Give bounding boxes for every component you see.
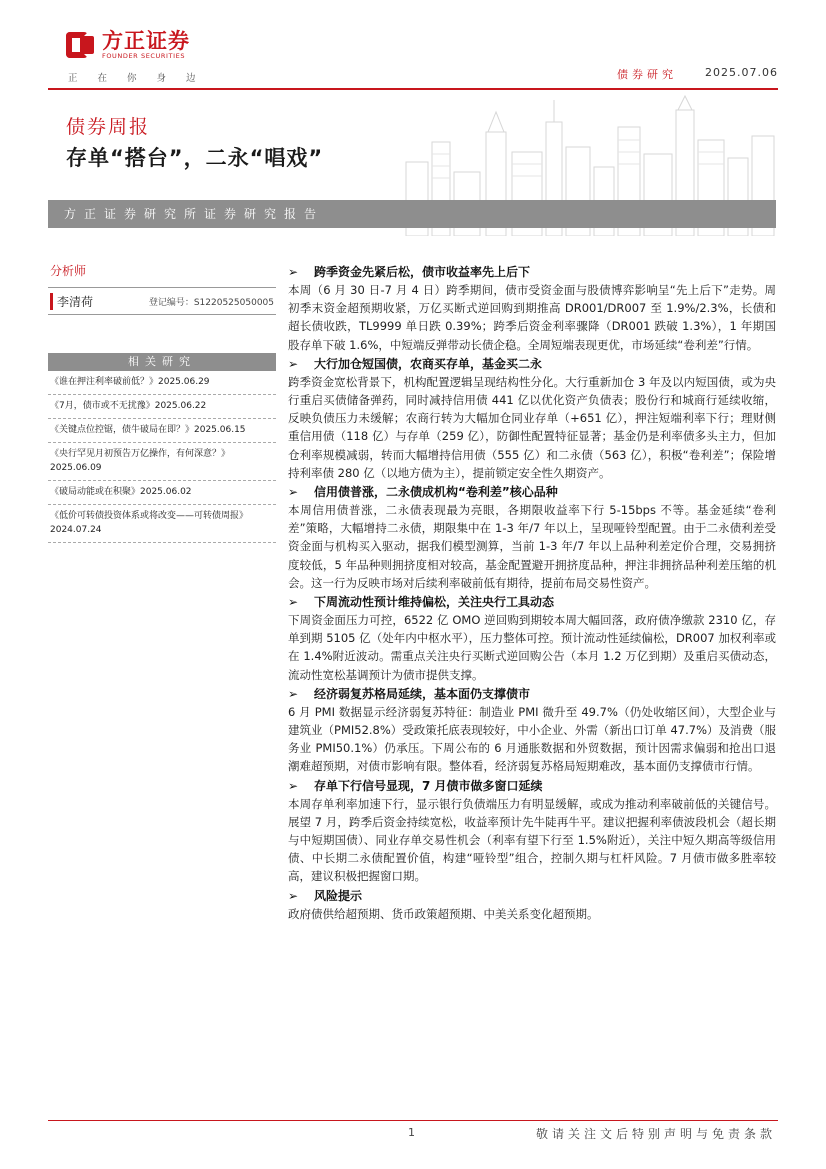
section-paragraph: 下周资金面压力可控，6522 亿 OMO 逆回购到期较本周大幅回落，政府债净缴款 2310 亿，存单到期 5105 亿（处年内中枢水平），压力整体可控。预计流动性延续偏松，DR007 加权利率或在 1.4%附近波动。需重点关注央行买断式逆回购公告（本月 1.2 万亿到期）及重启买债动态，流动性宽松基调预计为债市提供支撑。 — [288, 613, 776, 682]
section-heading: ➢ 经济弱复苏格局延续，基本面仍支撑债市 — [288, 686, 531, 701]
report-title: 存单“搭台”，二永“唱戏” — [66, 146, 324, 170]
analyst-name: 李清荷 — [50, 293, 93, 310]
disclaimer-notice: 敬请关注文后特别声明与免责条款 — [535, 1127, 776, 1141]
report-body — [288, 262, 776, 923]
related-research-item[interactable]: 《低价可转债投资体系或将改变——可转债周报》2024.07.24 — [48, 505, 276, 543]
section-heading: ➢ 存单下行信号显现，7 月债市做多窗口延续 — [288, 778, 543, 793]
analyst-registration: 登记编号：S1220525050005 — [148, 297, 274, 308]
arrow-bullet-icon: ➢ — [288, 686, 299, 701]
arrow-bullet-icon: ➢ — [288, 595, 299, 610]
arrow-bullet-icon: ➢ — [288, 778, 299, 793]
report-type: 债券周报 — [66, 116, 151, 138]
arrow-bullet-icon: ➢ — [288, 265, 299, 279]
section-heading: ➢ 风险提示 — [288, 888, 363, 903]
related-research-heading: 相关研究 — [48, 353, 276, 371]
related-research-item[interactable]: 《央行罕见月初预告万亿操作，有何深意？》2025.06.09 — [48, 443, 276, 481]
report-banner — [48, 92, 776, 236]
department-label: 债券研究 — [617, 68, 678, 81]
header-meta — [617, 66, 778, 82]
brand-name-cn: 方正证券 — [102, 29, 190, 53]
section-paragraph: 政府债供给超预期、货币政策超预期、中美关系变化超预期。 — [288, 906, 599, 921]
sidebar — [48, 262, 276, 543]
arrow-bullet-icon: ➢ — [288, 356, 299, 371]
footer-divider — [48, 1120, 778, 1121]
section-paragraph: 本周（6 月 30 日-7 月 4 日）跨季期间，债市受资金面与股债博弈影响呈“先上后下”走势。周初季末资金超预期收紧，万亿买断式逆回购到期推高 DR001/DR007 至 1.9%/2.3%，长债和超长债收跌，TL9999 单日跌 0.39%；跨季后资金利率骤降（DR001 跌破 1.3%），1 年期国股存单下破 1.6%，中短端反弹带动长债企稳。全周短端表现更优，市场延续“卷利差”行情。 — [288, 283, 776, 352]
related-research-item[interactable]: 《7月，债市或不无扰豫》2025.06.22 — [48, 395, 276, 419]
header-divider — [48, 88, 778, 90]
section-paragraph: 跨季资金宽松背景下，机构配置逻辑呈现结构性分化。大行重新加仓 3 年及以内短国债，或为央行重启买债储备弹药，同时减持信用债 441 亿以优化资产负债表；股份行和城商行延续收缩，反映负债压力未缓解；农商行转为大幅加仓同业存单（+651 亿），押注短端利率下行；理财侧重信用债（118 亿）与存单（259 亿），防御性配置特征显著；基金仍是利率债多头主力，但加仓利率规模减弱，转而大幅增持信用债（555 亿）和二永债（563 亿），积极“卷利差”；保险增持利率债 280 亿（以地方债为主），提前锁定安全性久期资产。 — [288, 374, 776, 480]
founder-logo-icon — [66, 30, 96, 60]
section-paragraph: 本周信用债普涨，二永债表现最为亮眼，各期限收益率下行 5-15bps 不等。基金延续“卷利差”策略，大幅增持二永债，期限集中在 1-3 年/7 年以上，呈现哑铃型配置。由于二永债利差受资金面与机构买入驱动，据我们模型测算，当前 1-3 年/7 年以上品种利差定价合理，交易拥挤度较低，5 年品种则拥挤度相对较高，基金配置避开拥挤度品种，押注非拥挤品种利差压缩的机会。这一行为反映市场对后续利率破前低有期待，提前布局交易性资产。 — [288, 503, 776, 590]
related-research-item[interactable]: 《谁在押注利率破前低？》2025.06.29 — [48, 371, 276, 395]
related-research-item[interactable]: 《破局动能或在积聚》2025.06.02 — [48, 481, 276, 505]
brand-logo — [66, 30, 190, 60]
brand-name-en: FOUNDER SECURITIES — [102, 52, 186, 60]
section-heading: ➢ 信用债普涨，二永债成机构“卷利差”核心品种 — [288, 485, 558, 500]
related-research-list — [48, 371, 276, 543]
page-number: 1 — [408, 1126, 415, 1139]
section-paragraph: 6 月 PMI 数据显示经济弱复苏特征：制造业 PMI 微升至 49.7%（仍处收缩区间），大型企业与建筑业（PMI52.8%）受政策托底表现较好，中小企业、外需（新出口订单 47.7%）及消费（服务业 PMI50.1%）仍承压。下周公布的 6 月通胀数据和外贸数据，预计因需求偏弱和抢出口退潮难超预期，对债市影响有限。整体看，经济弱复苏格局短期难改，基本面仍支撑债市行情。 — [288, 704, 776, 774]
arrow-bullet-icon: ➢ — [288, 485, 299, 500]
section-heading: ➢ 跨季资金先紧后松，债市收益率先上后下 — [288, 265, 531, 279]
analyst-heading: 分析师 — [50, 264, 87, 278]
analyst-row — [48, 287, 276, 315]
section-heading: ➢ 大行加仓短国债，农商买存单，基金买二永 — [288, 356, 543, 371]
institute-stripe: 方正证券研究所证券研究报告 — [48, 200, 776, 228]
brand-tagline: 正在你身边 — [68, 73, 216, 84]
report-date: 2025.07.06 — [705, 66, 778, 79]
arrow-bullet-icon: ➢ — [288, 888, 299, 903]
section-paragraph: 本周存单利率加速下行，显示银行负债端压力有明显缓解，或成为推动利率破前低的关键信号。展望 7 月，跨季后资金持续宽松，收益率预计先牛陡再牛平。建议把握利率债波段机会（超长期与中短期国债）、同业存单交易性机会（利率有望下行至 1.5%附近），关注中短久期高等级信用债、中长期二永债配置价值，构建“哑铃型”组合，控制久期与杠杆风险。7 月债市做多胜率较高，建议积极把握窗口期。 — [288, 796, 776, 884]
section-heading: ➢ 下周流动性预计维持偏松，关注央行工具动态 — [288, 595, 555, 610]
related-research-item[interactable]: 《关键点位控锯，债牛破局在即？》2025.06.15 — [48, 419, 276, 443]
